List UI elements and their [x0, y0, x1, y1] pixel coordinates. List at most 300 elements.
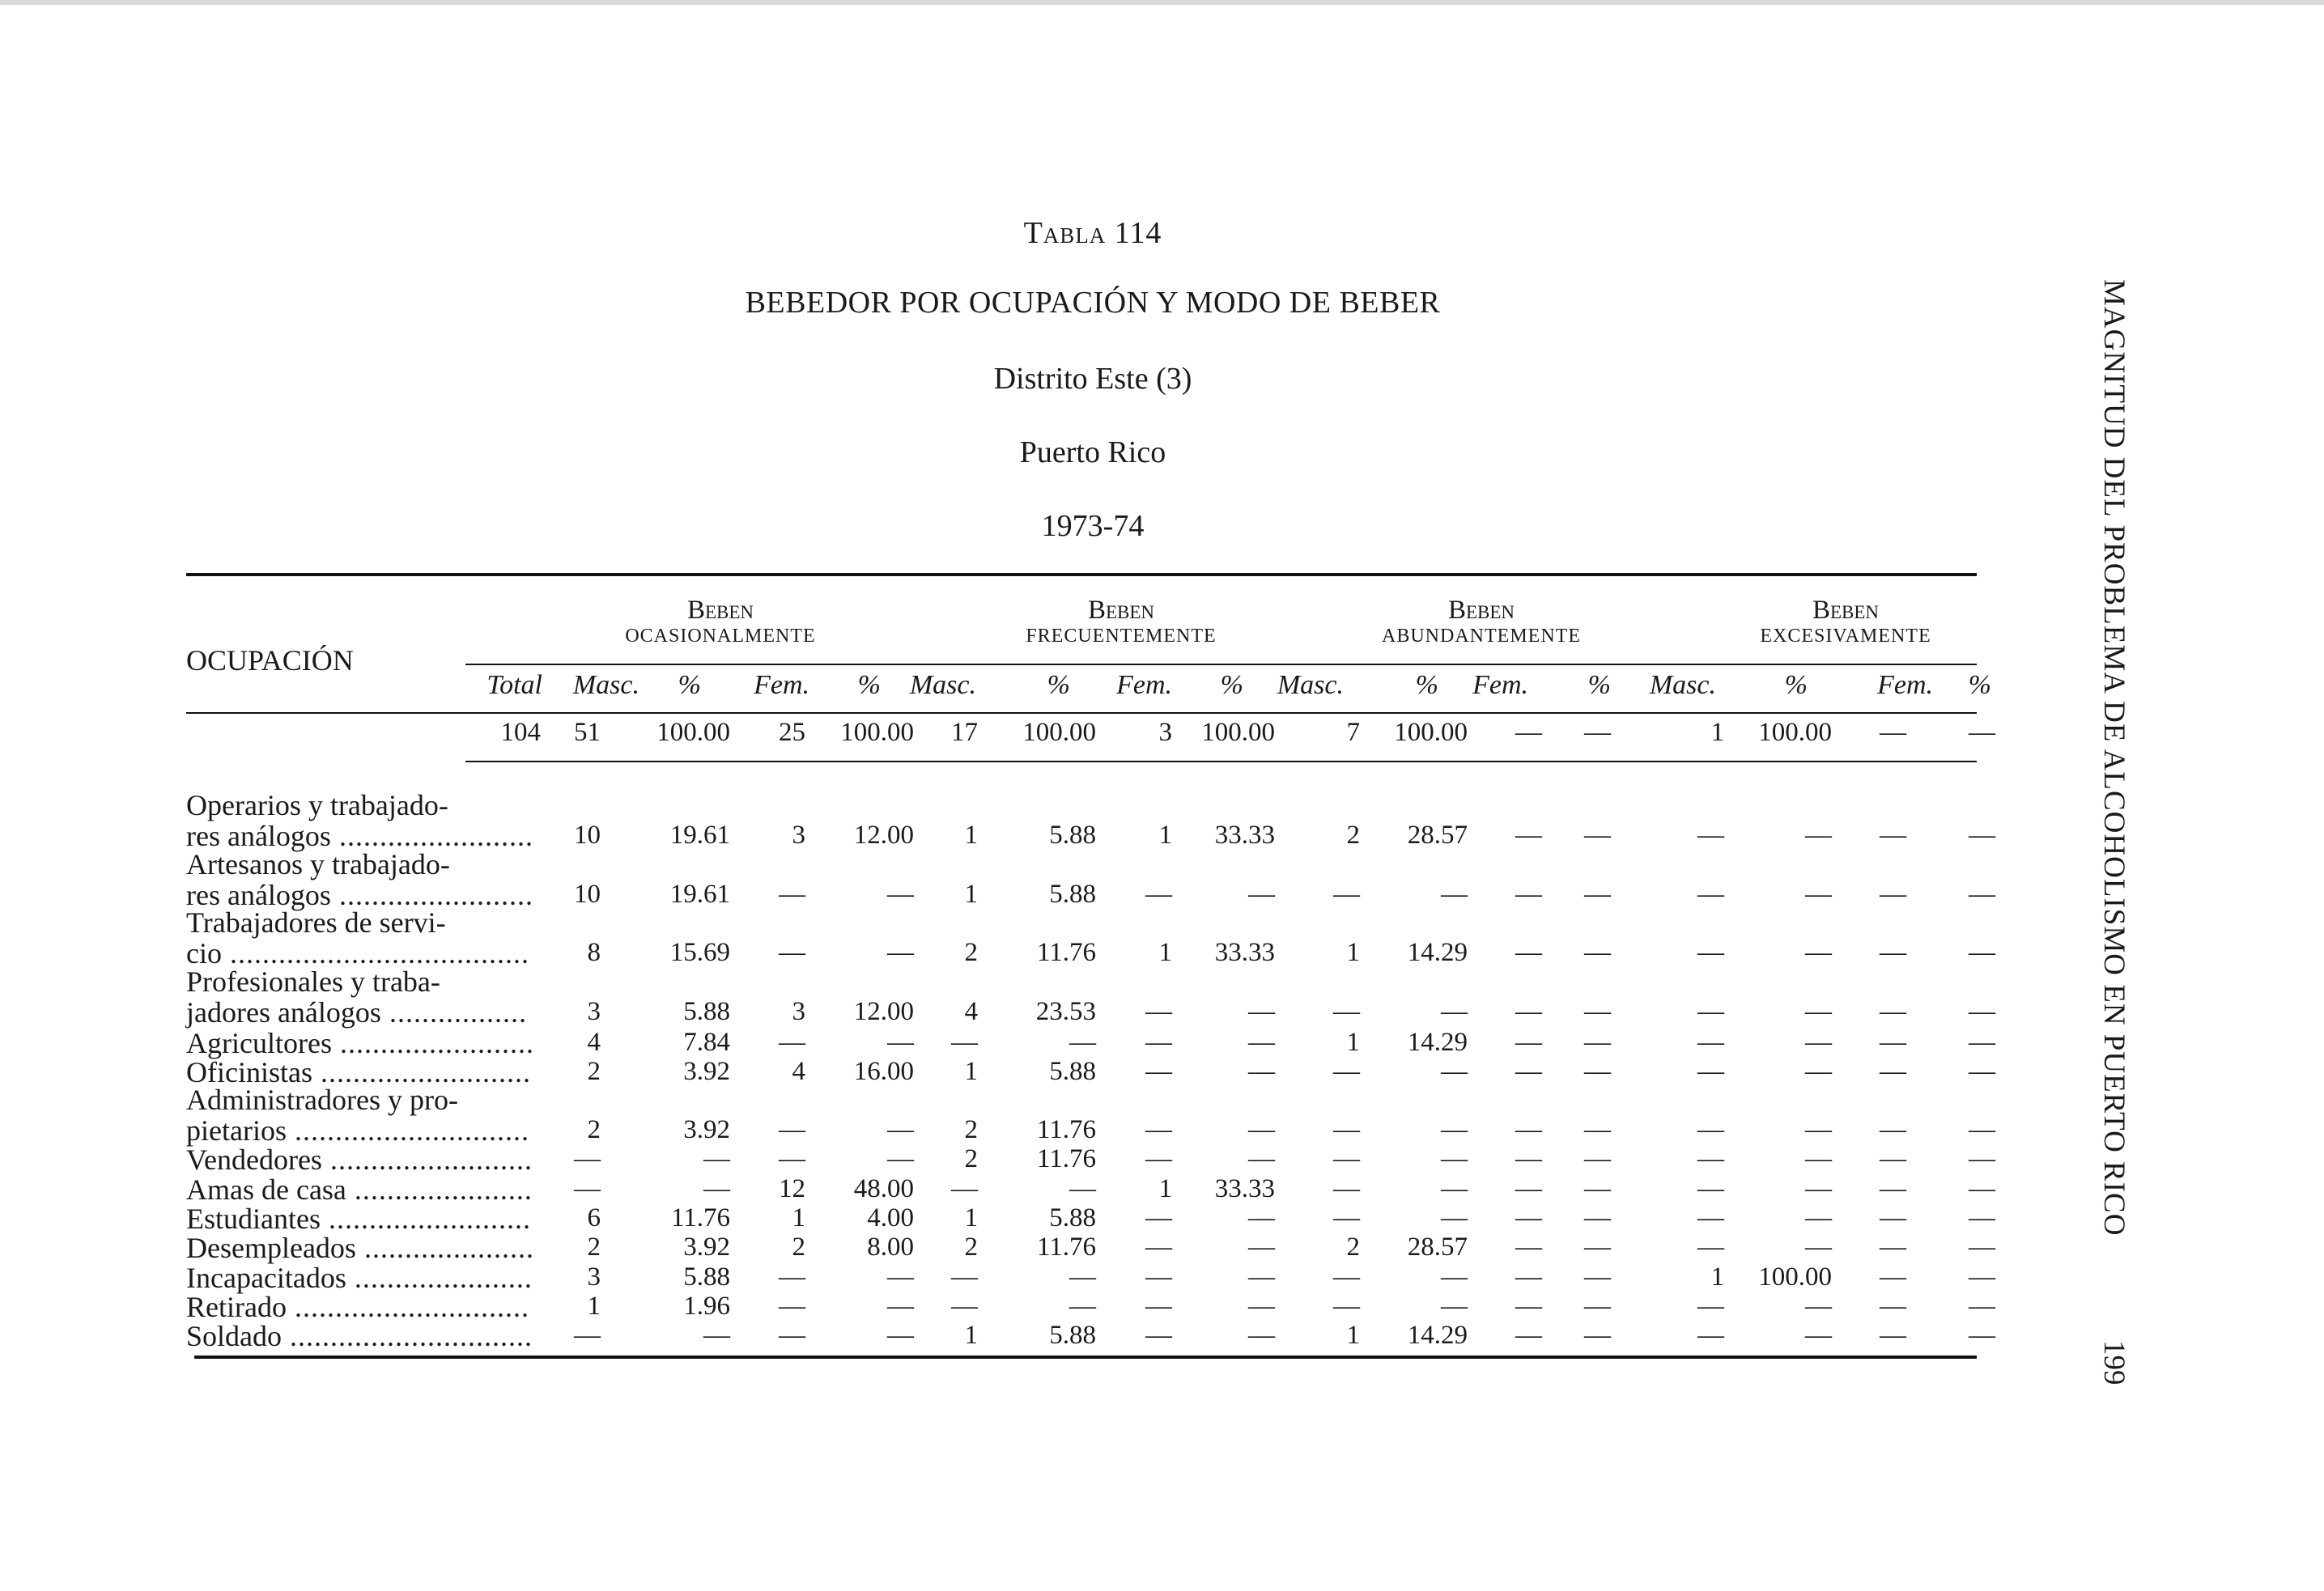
- table-cell: 11.76: [670, 1203, 730, 1232]
- table-cell: 8: [587, 938, 601, 967]
- table-cell: —: [574, 1174, 601, 1203]
- row-label-text: Agricultores: [186, 1027, 332, 1059]
- table-cell: —: [1515, 997, 1542, 1026]
- table-cell: —: [1441, 1174, 1468, 1203]
- leader-dots: .........................: [320, 1203, 531, 1235]
- table-cell: —: [779, 1115, 805, 1144]
- column-header: %: [1784, 670, 1808, 700]
- table-cell: —: [1880, 1262, 1906, 1292]
- table-cell: 1: [964, 880, 978, 909]
- totals-cell: —: [1515, 718, 1542, 747]
- table-cell: 10: [574, 821, 601, 850]
- table-cell: —: [703, 1321, 730, 1350]
- table-cell: —: [1333, 1262, 1360, 1292]
- table-cell: —: [1880, 1292, 1906, 1321]
- table-cell: —: [1515, 1144, 1542, 1173]
- table-cell: —: [1805, 1174, 1832, 1203]
- row-label-line1: Artesanos y trabajado-: [186, 848, 450, 880]
- table-cell: —: [1145, 1232, 1172, 1262]
- row-label-line1: Operarios y trabajado-: [186, 789, 448, 821]
- table-cell: —: [1145, 1115, 1172, 1144]
- table-cell: 5.88: [683, 1262, 730, 1292]
- table-cell: —: [779, 1292, 805, 1321]
- column-header: Fem.: [1877, 670, 1933, 700]
- column-header: Fem.: [1472, 670, 1528, 700]
- table-cell: —: [1880, 1321, 1906, 1350]
- table-cell: —: [1333, 1292, 1360, 1321]
- table-cell: 3.92: [683, 1057, 730, 1086]
- table-cell: —: [1584, 821, 1611, 850]
- table-cell: —: [1969, 880, 1995, 909]
- table-cell: 8.00: [867, 1232, 914, 1262]
- table-cell: 5.88: [1049, 1203, 1096, 1232]
- subtitle-year: 1973-74: [1041, 509, 1145, 543]
- table-cell: —: [1515, 1174, 1542, 1203]
- table-cell: —: [1333, 997, 1360, 1026]
- table-cell: —: [1515, 1028, 1542, 1057]
- subtitle-country: Puerto Rico: [1019, 435, 1166, 469]
- group-header-frequent: [931, 597, 1311, 649]
- table-cell: 12.00: [853, 997, 914, 1026]
- column-header: Total: [486, 670, 542, 700]
- table-cell: —: [1969, 1144, 1995, 1173]
- table-cell: 1: [964, 821, 978, 850]
- table-cell: —: [1584, 1028, 1611, 1057]
- totals-cell: 100.00: [1022, 718, 1096, 747]
- column-header: %: [857, 670, 881, 700]
- table-cell: 4: [587, 1028, 601, 1057]
- table-cell: 1: [1710, 1262, 1724, 1292]
- table-cell: 2: [964, 1232, 978, 1262]
- table-cell: 2: [964, 1115, 978, 1144]
- table-cell: —: [1880, 1057, 1906, 1086]
- row-label-text: res análogos: [186, 879, 331, 911]
- totals-cell: 100.00: [1394, 718, 1468, 747]
- table-cell: —: [1697, 1028, 1724, 1057]
- table-cell: 1: [1346, 1028, 1360, 1057]
- table-cell: 12: [779, 1174, 805, 1203]
- table-cell: 16.00: [853, 1057, 914, 1086]
- table-cell: 14.29: [1407, 938, 1468, 967]
- table-label: Tabla 114: [1023, 216, 1162, 250]
- table-cell: 1: [1158, 821, 1172, 850]
- totals-cell: 100.00: [1758, 718, 1832, 747]
- table-cell: —: [1805, 821, 1832, 850]
- table-cell: —: [1145, 1292, 1172, 1321]
- table-cell: —: [1145, 997, 1172, 1026]
- leader-dots: .............................: [286, 1291, 529, 1323]
- table-cell: —: [1880, 1115, 1906, 1144]
- table-cell: —: [703, 1144, 730, 1173]
- table-cell: —: [1515, 1321, 1542, 1350]
- table-cell: 5.88: [1049, 880, 1096, 909]
- table-cell: 4: [792, 1057, 805, 1086]
- table-cell: —: [1069, 1292, 1096, 1321]
- table-cell: 3: [792, 997, 805, 1026]
- table-cell: —: [1880, 1232, 1906, 1262]
- table-cell: 1: [1158, 938, 1172, 967]
- table-cell: —: [1145, 1144, 1172, 1173]
- table-cell: 15.69: [669, 938, 730, 967]
- table-cell: 4.00: [867, 1203, 914, 1232]
- leader-dots: ..........................: [312, 1056, 531, 1088]
- totals-cell: —: [1584, 718, 1611, 747]
- table-cell: —: [1805, 1232, 1832, 1262]
- group-header-line1: Beben: [1447, 596, 1515, 625]
- table-cell: 2: [587, 1057, 601, 1086]
- table-cell: —: [1145, 1321, 1172, 1350]
- leader-dots: ........................: [330, 879, 533, 911]
- table-cell: —: [1805, 1028, 1832, 1057]
- column-header: %: [1587, 670, 1611, 700]
- column-header: %: [678, 670, 701, 700]
- group-header-excessive: [1700, 597, 1991, 649]
- table-cell: —: [1069, 1028, 1096, 1057]
- table-cell: —: [1969, 1057, 1995, 1086]
- table-cell: 48.00: [853, 1174, 914, 1203]
- row-label: [186, 995, 527, 1029]
- table-cell: —: [1697, 1057, 1724, 1086]
- table-cell: 14.29: [1407, 1321, 1468, 1350]
- table-cell: 14.29: [1407, 1028, 1468, 1057]
- leader-dots: ........................: [330, 820, 533, 852]
- table-cell: —: [1515, 1203, 1542, 1232]
- table-cell: —: [1969, 938, 1995, 967]
- table-cell: —: [1515, 1057, 1542, 1086]
- table-cell: 33.33: [1214, 938, 1275, 967]
- table-cell: —: [1248, 1057, 1275, 1086]
- column-header: Masc.: [1277, 670, 1344, 700]
- table-cell: —: [1880, 1144, 1906, 1173]
- table-cell: —: [1969, 1232, 1995, 1262]
- group-header-occasional: [559, 597, 882, 649]
- table-cell: 11.76: [1036, 1115, 1096, 1144]
- table-cell: —: [1805, 997, 1832, 1026]
- table-cell: —: [1248, 880, 1275, 909]
- table-cell: —: [1145, 880, 1172, 909]
- table-bottom-rule: [194, 1356, 1977, 1359]
- table-cell: —: [1333, 1057, 1360, 1086]
- table-cell: —: [1441, 1115, 1468, 1144]
- table-cell: —: [1697, 880, 1724, 909]
- table-cell: —: [1333, 1174, 1360, 1203]
- row-label-text: Estudiantes: [186, 1203, 321, 1235]
- table-cell: —: [1248, 1144, 1275, 1173]
- table-cell: —: [951, 1028, 978, 1057]
- table-cell: —: [703, 1174, 730, 1203]
- table-cell: —: [1515, 938, 1542, 967]
- table-cell: 1: [587, 1292, 601, 1321]
- totals-cell: 17: [951, 718, 978, 747]
- table-cell: —: [1248, 1203, 1275, 1232]
- row-label-text: Retirado: [186, 1291, 287, 1323]
- table-cell: 11.76: [1036, 938, 1096, 967]
- table-cell: —: [1880, 821, 1906, 850]
- table-cell: —: [1441, 880, 1468, 909]
- column-header: Fem.: [1116, 670, 1172, 700]
- table-cell: —: [1248, 1232, 1275, 1262]
- column-header: %: [1047, 670, 1070, 700]
- table-cell: —: [1441, 1057, 1468, 1086]
- table-cell: 2: [1346, 821, 1360, 850]
- table-cell: —: [1584, 1292, 1611, 1321]
- group-header-line2: OCASIONALMENTE: [625, 626, 816, 647]
- table-cell: —: [779, 1262, 805, 1292]
- table-cell: 3: [587, 1262, 601, 1292]
- table-cell: —: [887, 1262, 914, 1292]
- table-cell: —: [1697, 1174, 1724, 1203]
- table-cell: —: [1697, 821, 1724, 850]
- table-cell: —: [779, 1028, 805, 1057]
- subtitle-district: Distrito Este (3): [993, 362, 1192, 396]
- table-cell: 1: [1346, 1321, 1360, 1350]
- table-cell: 5.88: [683, 997, 730, 1026]
- table-cell: —: [1969, 1028, 1995, 1057]
- table-cell: 28.57: [1407, 821, 1468, 850]
- table-cell: —: [574, 1321, 601, 1350]
- row-header: OCUPACIÓN: [186, 644, 354, 677]
- table-cell: —: [1880, 1028, 1906, 1057]
- table-cell: —: [1584, 1321, 1611, 1350]
- table-cell: 28.57: [1407, 1232, 1468, 1262]
- table-cell: 11.76: [1036, 1144, 1096, 1173]
- leader-dots: .....................................: [221, 937, 529, 969]
- row-label-text: Vendedores: [186, 1143, 322, 1176]
- table-title: BEBEDOR POR OCUPACIÓN Y MODO DE BEBER: [745, 286, 1441, 320]
- row-label-text: pietarios: [186, 1114, 287, 1147]
- totals-rule: [465, 761, 1977, 762]
- table-cell: —: [1248, 1292, 1275, 1321]
- table-cell: 1: [964, 1203, 978, 1232]
- table-cell: 1: [964, 1321, 978, 1350]
- table-cell: —: [1584, 1115, 1611, 1144]
- table-cell: —: [1805, 1144, 1832, 1173]
- table-cell: —: [887, 1144, 914, 1173]
- table-cell: —: [1697, 1144, 1724, 1173]
- table-cell: —: [1584, 1057, 1611, 1086]
- table-cell: —: [1969, 1292, 1995, 1321]
- row-label-line1: Trabajadores de servi-: [186, 906, 446, 939]
- table-cell: —: [1969, 1262, 1995, 1292]
- table-cell: —: [1584, 938, 1611, 967]
- table-cell: —: [951, 1262, 978, 1292]
- table-cell: —: [1248, 997, 1275, 1026]
- table-cell: —: [1248, 1262, 1275, 1292]
- column-header: Fem.: [754, 670, 809, 700]
- column-header: Masc.: [572, 670, 639, 700]
- row-label-text: jadores análogos: [186, 996, 381, 1029]
- row-label-line1: Administradores y pro-: [186, 1084, 458, 1116]
- column-header: %: [1415, 670, 1438, 700]
- table-cell: —: [779, 880, 805, 909]
- table-cell: 100.00: [1758, 1262, 1832, 1292]
- table-cell: —: [1584, 1144, 1611, 1173]
- table-cell: —: [1584, 1203, 1611, 1232]
- totals-cell: 100.00: [656, 718, 730, 747]
- table-cell: —: [1805, 880, 1832, 909]
- table-cell: —: [1880, 938, 1906, 967]
- table-cell: —: [779, 1144, 805, 1173]
- table-cell: —: [1145, 1203, 1172, 1232]
- table-cell: —: [1145, 1262, 1172, 1292]
- row-label-text: Oficinistas: [186, 1056, 312, 1088]
- table-cell: 3.92: [683, 1232, 730, 1262]
- table-cell: —: [887, 1028, 914, 1057]
- table-cell: —: [1697, 1321, 1724, 1350]
- table-cell: —: [887, 1115, 914, 1144]
- leader-dots: ..............................: [282, 1320, 533, 1352]
- table-cell: —: [1697, 938, 1724, 967]
- group-header-line1: Beben: [1087, 596, 1155, 625]
- table-cell: —: [1069, 1262, 1096, 1292]
- table-cell: —: [887, 880, 914, 909]
- table-cell: 3: [792, 821, 805, 850]
- table-cell: —: [1333, 1203, 1360, 1232]
- table-cell: —: [1584, 880, 1611, 909]
- table-cell: —: [1333, 1115, 1360, 1144]
- leader-dots: .................: [380, 996, 527, 1029]
- totals-cell: 104: [500, 718, 541, 747]
- table-cell: —: [1805, 1321, 1832, 1350]
- table-cell: 3: [587, 997, 601, 1026]
- table-cell: 2: [964, 938, 978, 967]
- table-cell: —: [1969, 1321, 1995, 1350]
- table-cell: 3.92: [683, 1115, 730, 1144]
- table-cell: 7.84: [683, 1028, 730, 1057]
- table-cell: —: [1515, 1292, 1542, 1321]
- table-cell: —: [1584, 1262, 1611, 1292]
- table-top-rule: [186, 573, 1977, 576]
- row-label-text: Soldado: [186, 1320, 283, 1352]
- table-cell: —: [779, 938, 805, 967]
- table-cell: —: [1584, 1174, 1611, 1203]
- row-label-text: Incapacitados: [186, 1262, 346, 1294]
- table-cell: —: [1969, 1203, 1995, 1232]
- leader-dots: .............................: [286, 1114, 529, 1147]
- table-cell: 10: [574, 880, 601, 909]
- table-cell: 33.33: [1214, 821, 1275, 850]
- table-cell: —: [1584, 1232, 1611, 1262]
- totals-cell: 100.00: [840, 718, 914, 747]
- table-cell: 5.88: [1049, 1057, 1096, 1086]
- table-cell: —: [1584, 997, 1611, 1026]
- table-cell: 2: [792, 1232, 805, 1262]
- leader-dots: .........................: [321, 1143, 533, 1176]
- table-cell: 4: [964, 997, 978, 1026]
- row-label-line1: Profesionales y traba-: [186, 965, 440, 998]
- table-cell: 11.76: [1036, 1232, 1096, 1262]
- table-cell: —: [1969, 997, 1995, 1026]
- table-cell: —: [1441, 1292, 1468, 1321]
- table-cell: —: [1969, 821, 1995, 850]
- table-cell: 33.33: [1214, 1174, 1275, 1203]
- table-cell: —: [1069, 1174, 1096, 1203]
- totals-cell: 3: [1158, 718, 1172, 747]
- totals-cell: —: [1969, 718, 1995, 747]
- table-cell: 5.88: [1049, 1321, 1096, 1350]
- table-cell: —: [1515, 821, 1542, 850]
- totals-cell: —: [1880, 718, 1906, 747]
- row-label-text: cio: [186, 937, 222, 969]
- table-cell: 2: [1346, 1232, 1360, 1262]
- scan-top-edge: [0, 0, 2324, 5]
- table-cell: —: [1441, 1203, 1468, 1232]
- table-cell: 2: [587, 1115, 601, 1144]
- table-cell: —: [1880, 1203, 1906, 1232]
- group-header-line2: EXCESIVAMENTE: [1760, 626, 1931, 647]
- group-header-rule: [465, 664, 1977, 665]
- table-cell: 1: [964, 1057, 978, 1086]
- table-cell: —: [1145, 1028, 1172, 1057]
- table-cell: —: [887, 1292, 914, 1321]
- table-cell: —: [1880, 997, 1906, 1026]
- row-label-text: res análogos: [186, 820, 331, 852]
- table-cell: 6: [587, 1203, 601, 1232]
- page-number: 199: [2097, 1340, 2131, 1385]
- table-cell: 19.61: [669, 880, 730, 909]
- table-cell: —: [1515, 880, 1542, 909]
- table-cell: —: [1441, 1262, 1468, 1292]
- table-cell: —: [1248, 1321, 1275, 1350]
- table-cell: —: [1805, 1292, 1832, 1321]
- leader-dots: ........................: [331, 1027, 534, 1059]
- table-cell: —: [1248, 1115, 1275, 1144]
- table-cell: —: [1969, 1115, 1995, 1144]
- table-cell: —: [887, 938, 914, 967]
- row-label-text: Amas de casa: [186, 1173, 346, 1206]
- table-cell: —: [1805, 1203, 1832, 1232]
- running-header: MAGNITUD DEL PROBLEMA DE ALCOHOLISMO EN PUERTO RICO: [2097, 279, 2131, 1237]
- table-cell: 1: [1346, 938, 1360, 967]
- table-cell: 2: [587, 1232, 601, 1262]
- leader-dots: ......................: [346, 1262, 533, 1294]
- table-cell: —: [1515, 1115, 1542, 1144]
- table-cell: —: [779, 1321, 805, 1350]
- table-cell: —: [1880, 1174, 1906, 1203]
- table-cell: 19.61: [669, 821, 730, 850]
- totals-cell: 7: [1346, 718, 1360, 747]
- column-header: %: [1220, 670, 1243, 700]
- column-header-rule: [186, 712, 1977, 714]
- leader-dots: .....................: [355, 1232, 534, 1264]
- table-cell: —: [1805, 1057, 1832, 1086]
- group-header-line1: Beben: [1812, 596, 1880, 625]
- table-cell: —: [1248, 1028, 1275, 1057]
- leader-dots: ......................: [346, 1173, 533, 1206]
- table-cell: —: [1441, 1144, 1468, 1173]
- column-header: Masc.: [909, 670, 976, 700]
- table-cell: —: [951, 1174, 978, 1203]
- table-cell: —: [1333, 1144, 1360, 1173]
- table-cell: 1.96: [683, 1292, 730, 1321]
- table-cell: 23.53: [1035, 997, 1096, 1026]
- table-cell: —: [1515, 1262, 1542, 1292]
- table-cell: 12.00: [853, 821, 914, 850]
- table-cell: —: [887, 1321, 914, 1350]
- group-header-line2: ABUNDANTEMENTE: [1382, 626, 1581, 647]
- totals-cell: 51: [574, 718, 601, 747]
- group-header-line2: FRECUENTEMENTE: [1026, 626, 1217, 647]
- group-header-line1: Beben: [686, 596, 754, 625]
- table-cell: —: [1441, 997, 1468, 1026]
- table-cell: —: [1515, 1232, 1542, 1262]
- table-cell: —: [1697, 1232, 1724, 1262]
- table-cell: —: [1805, 1115, 1832, 1144]
- group-header-abundant: [1319, 597, 1643, 649]
- table-cell: —: [574, 1144, 601, 1173]
- table-cell: —: [1969, 1174, 1995, 1203]
- column-header: %: [1968, 670, 1991, 700]
